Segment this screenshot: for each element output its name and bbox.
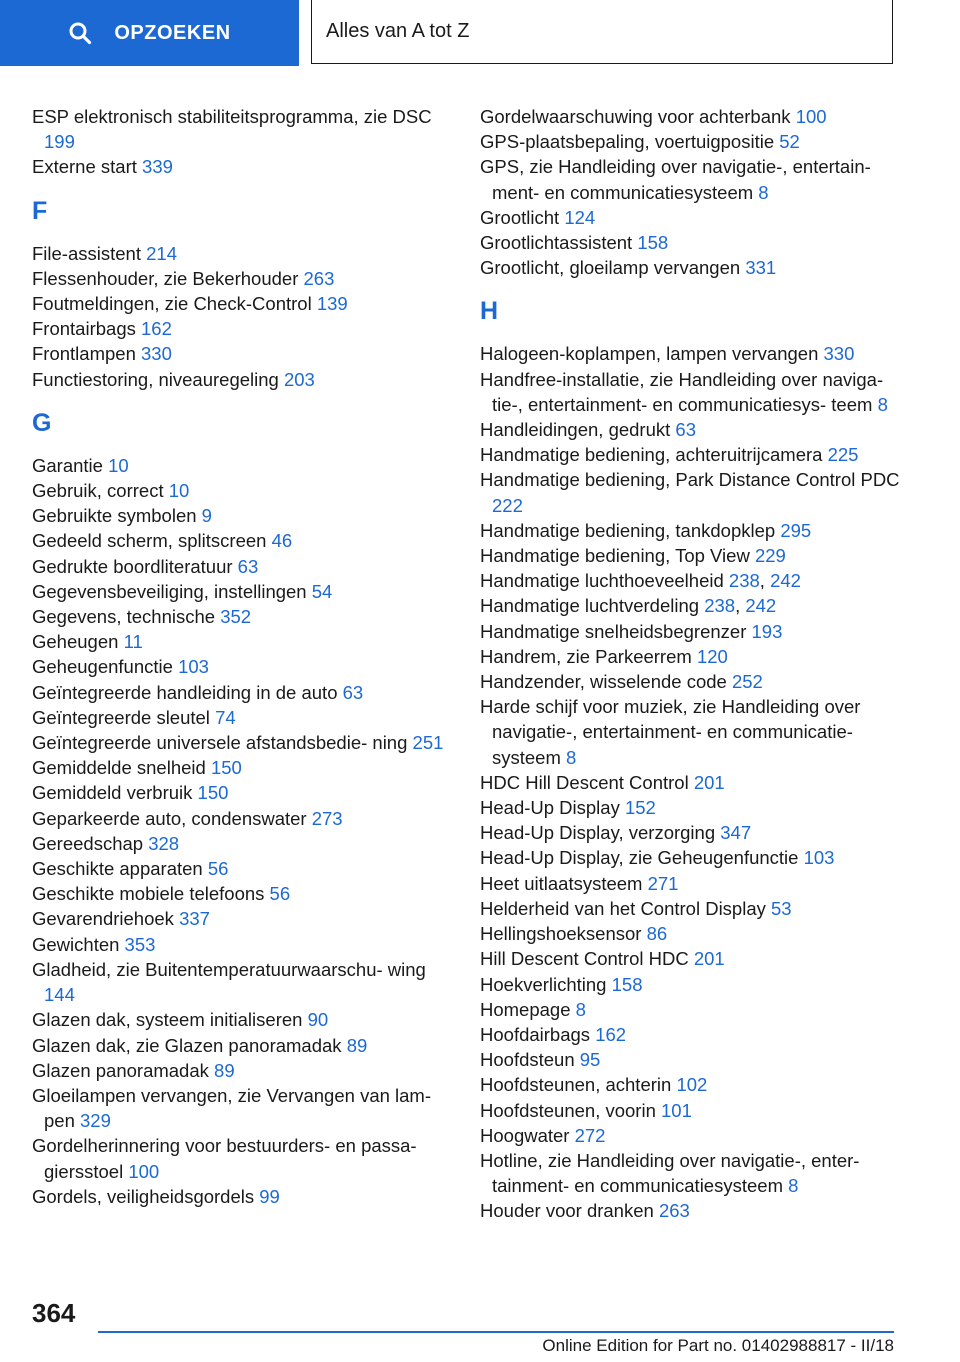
page-reference-link[interactable]: 158 (611, 973, 643, 995)
page-reference-link[interactable]: 101 (661, 1099, 692, 1121)
page-reference-link[interactable]: 229 (754, 545, 786, 567)
index-entry-text: Handmatige snelheidsbegrenzer (480, 620, 747, 642)
index-entry (32, 291, 452, 316)
index-entry (480, 871, 900, 896)
page-reference-link[interactable]: 328 (148, 832, 180, 854)
page-reference-link[interactable]: 86 (646, 923, 668, 945)
index-entry (480, 1072, 900, 1097)
index-entry (32, 755, 452, 780)
page-reference-link[interactable]: 152 (624, 797, 656, 819)
page-reference-link[interactable]: 99 (259, 1185, 280, 1207)
index-entry-text: Gegevensbeveiliging, instellingen (32, 580, 307, 602)
index-entry (480, 896, 900, 921)
index-entry (480, 1123, 900, 1148)
index-entry (32, 856, 452, 881)
index-entry (32, 654, 452, 679)
index-entry-text: Handmatige bediening, Park Distance Control PDC (480, 469, 900, 491)
page-reference-link[interactable]: 90 (307, 1009, 329, 1031)
index-entry-text: Geheugenfunctie (32, 656, 173, 678)
index-entry-text: Homepage (480, 998, 571, 1020)
page-reference-link[interactable]: 9 (201, 505, 212, 527)
page-reference-link[interactable]: 352 (220, 606, 252, 628)
index-entry (480, 946, 900, 971)
index-entry-text: Handmatige luchthoeveelheid (480, 570, 724, 592)
index-entry-text: Helderheid van het Control Display (480, 897, 766, 919)
index-entry-text: Gordelwaarschuwing voor achterbank (480, 106, 791, 127)
index-entry-text: Gemiddeld verbruik (32, 782, 193, 804)
index-entry-text: File-assistent (32, 242, 141, 264)
index-entry (480, 1098, 900, 1123)
index-entry (480, 795, 900, 820)
index-entry (480, 1022, 900, 1047)
index-entry (480, 417, 900, 442)
page-reference-link[interactable]: 238 (728, 570, 760, 592)
index-entry-text: Halogeen-koplampen, lampen vervangen (480, 343, 819, 365)
page-reference-link[interactable]: 201 (693, 948, 725, 970)
page-reference-link[interactable]: 329 (80, 1110, 111, 1132)
index-entry (32, 604, 452, 629)
page-reference-link[interactable]: 295 (780, 519, 812, 541)
index-entry (32, 341, 452, 366)
index-entry-text: Houder voor dranken (480, 1200, 654, 1222)
page-reference-link[interactable]: 203 (283, 368, 315, 390)
index-entry-text: Gegevens, technische (32, 606, 216, 628)
index-entry (480, 921, 900, 946)
index-entry-text: Harde schijf voor muziek, zie Handleiding over navigatie-, entertainment- en communicatie‐ systeem (480, 696, 861, 768)
page-number: 364 (32, 1298, 76, 1328)
page-reference-link[interactable]: 100 (795, 106, 827, 127)
page-reference-link[interactable]: 199 (44, 131, 75, 153)
index-entry (32, 780, 452, 805)
page-reference-link[interactable]: 120 (696, 645, 728, 667)
page-reference-link[interactable]: 162 (141, 318, 172, 340)
page-reference-link[interactable]: 331 (745, 257, 777, 279)
index-entry (480, 129, 900, 154)
index-entry-text: Garantie (32, 454, 103, 476)
index-entry (480, 230, 900, 255)
index-entry (32, 806, 452, 831)
index-entry (480, 104, 900, 129)
edition-info: Online Edition for Part no. 01402988817 - II/18 (542, 1336, 894, 1355)
page-reference-link[interactable]: 10 (168, 480, 190, 502)
index-entry-text: Hoekverlichting (480, 973, 607, 995)
index-entry (480, 205, 900, 230)
index-entry (32, 104, 452, 154)
index-entry-text: Gordelherinnering voor bestuurders- en passa‐ giersstoel (32, 1135, 417, 1182)
footer-divider (98, 1331, 894, 1333)
index-entry-text: Heet uitlaatsysteem (480, 872, 643, 894)
index-entry-text: Handmatige bediening, Top View (480, 545, 750, 567)
index-entry-text: Gereedschap (32, 832, 144, 854)
index-entry-text: Hoofdsteunen, achterin (480, 1074, 672, 1096)
page-reference-link[interactable]: 102 (676, 1074, 708, 1096)
index-entry-text: GPS-plaatsbepaling, voertuigpositie (480, 131, 775, 153)
index-entry-text: Handmatige bediening, tankdopklep (480, 519, 776, 541)
index-entry-text: ESP elektronisch stabiliteitsprogramma, zie DSC (32, 106, 432, 127)
page-reference-link[interactable]: 273 (311, 807, 343, 829)
index-entry-text: Gebruik, correct (32, 480, 164, 502)
index-entry (480, 255, 900, 280)
index-entry (32, 579, 452, 604)
page-reference-link[interactable]: 193 (751, 620, 783, 642)
index-entry (480, 518, 900, 543)
index-entry-text: Grootlicht (480, 206, 560, 228)
index-entry-text: Hotline, zie Handleiding over navigatie-, enter‐ tainment- en communicatiesysteem (480, 1149, 860, 1197)
index-entry-text: Handrem, zie Parkeerrem (480, 645, 692, 667)
index-entry (480, 543, 900, 568)
page-reference-link[interactable]: 95 (579, 1049, 601, 1071)
index-entry-text: Hoofdsteunen, voorin (480, 1099, 656, 1121)
page-reference-link[interactable]: 337 (179, 908, 210, 930)
search-button[interactable] (0, 0, 299, 66)
page-reference-link[interactable]: 100 (128, 1160, 160, 1182)
index-entry-text: Handmatige bediening, achteruitrijcamera (480, 444, 823, 466)
index-entry-text: Handfree-installatie, zie Handleiding over naviga‐ tie-, entertainment- en communicatiesys‐ teem (480, 368, 884, 415)
page-reference-link[interactable]: 54 (311, 580, 333, 602)
page-reference-link[interactable]: 89 (214, 1059, 235, 1081)
index-entry (32, 554, 452, 579)
index-entry (32, 881, 452, 906)
index-entry (32, 1033, 452, 1058)
index-entry-text: Hoogwater (480, 1124, 570, 1146)
index-entry-text: Grootlichtassistent (480, 232, 633, 254)
index-entry (32, 906, 452, 931)
index-entry (32, 957, 452, 1007)
index-entry-text: Head-Up Display, zie Geheugenfunctie (480, 847, 799, 869)
page-reference-link[interactable]: 103 (178, 656, 209, 678)
page-reference-link[interactable]: 251 (412, 732, 444, 754)
index-entry (32, 241, 452, 266)
page-reference-link[interactable]: 238 (704, 595, 736, 617)
page-reference-link[interactable]: 8 (566, 746, 577, 768)
index-entry (480, 619, 900, 644)
index-entry-text: Gevarendriehoek (32, 908, 174, 930)
page-reference-link[interactable]: 347 (720, 822, 752, 844)
section-title-tab (311, 0, 893, 64)
index-entry (480, 1198, 900, 1223)
index-entry (32, 730, 452, 755)
index-entry-text: Hoofdsteun (480, 1049, 575, 1071)
page-reference-link[interactable]: 242 (745, 595, 777, 617)
search-label: OPZOEKEN (114, 21, 231, 44)
page-reference-link[interactable]: 225 (827, 444, 859, 466)
page-reference-link[interactable]: 63 (342, 681, 364, 703)
page-reference-link[interactable]: 8 (877, 393, 888, 415)
page-reference-link[interactable]: 63 (237, 555, 259, 577)
index-entry (480, 341, 900, 366)
index-entry (32, 932, 452, 957)
page-reference-link[interactable]: 46 (271, 530, 293, 552)
index-entry-text: Handleidingen, gedrukt (480, 419, 671, 441)
index-entry (480, 820, 900, 845)
page-reference-link[interactable]: 56 (207, 858, 229, 880)
index-letter-heading: F (32, 196, 48, 225)
index-entry-text: Gebruikte symbolen (32, 505, 197, 527)
page-reference-link[interactable]: 263 (303, 267, 335, 289)
page-reference-link[interactable]: 222 (492, 494, 523, 516)
index-entry (480, 972, 900, 997)
page-reference-link[interactable]: 11 (123, 631, 143, 653)
index-entry (480, 669, 900, 694)
index-entry-text: Gordels, veiligheidsgordels (32, 1185, 255, 1207)
page-reference-link[interactable]: 89 (346, 1034, 368, 1056)
page-reference-link[interactable]: 103 (803, 847, 835, 869)
index-entry-text: Hoofdairbags (480, 1023, 591, 1045)
index-entry (480, 1047, 900, 1072)
page-reference-link[interactable]: 63 (675, 419, 696, 441)
index-entry: Handmatige luchthoeveelheid 238, 242 (480, 570, 801, 592)
page-reference-link[interactable]: 330 (823, 343, 855, 365)
page-reference-link[interactable]: 162 (595, 1023, 627, 1045)
top-bar (0, 0, 960, 66)
index-entry-text: HDC Hill Descent Control (480, 771, 689, 793)
index-entry (32, 453, 452, 478)
index-entry (32, 266, 452, 291)
page-reference-link[interactable]: 201 (693, 771, 725, 793)
index-entry-text: Handmatige luchtverdeling (480, 595, 700, 617)
index-entry: Handmatige luchtverdeling 238, 242 (480, 595, 777, 617)
index-entry-text: Glazen dak, zie Glazen panoramadak (32, 1034, 342, 1056)
page-reference-link[interactable]: 330 (141, 343, 172, 365)
index-column-right (480, 104, 900, 1224)
index-entry (32, 1007, 452, 1032)
index-entry-text: Geschikte apparaten (32, 858, 203, 880)
index-entry (480, 467, 900, 517)
index-entry (480, 845, 900, 870)
index-entry (32, 316, 452, 341)
page-reference-link[interactable]: 158 (637, 232, 669, 254)
page-reference-link[interactable]: 150 (197, 782, 229, 804)
index-entry (480, 367, 900, 417)
page-reference-link[interactable]: 53 (771, 897, 792, 919)
index-entry-text: Head-Up Display, verzorging (480, 822, 716, 844)
index-entry (480, 1148, 900, 1198)
page-reference-link[interactable]: 52 (779, 131, 800, 153)
index-entry-text: Geïntegreerde universele afstandsbedie‐ ning (32, 732, 408, 754)
index-entry-text: Geïntegreerde sleutel (32, 706, 210, 728)
index-entry-text: Gloeilampen vervangen, zie Vervangen van lam‐ pen (32, 1084, 432, 1132)
page-reference-link[interactable]: 242 (770, 570, 801, 592)
index-entry (480, 154, 900, 204)
page-reference-link[interactable]: 353 (124, 933, 156, 955)
page-reference-link[interactable]: 150 (210, 757, 242, 779)
page-reference-link[interactable]: 272 (574, 1124, 606, 1146)
index-entry-text: Geparkeerde auto, condenswater (32, 807, 307, 829)
index-entry-text: Gewichten (32, 933, 120, 955)
index-letter-heading: H (480, 297, 499, 326)
index-entry (32, 367, 452, 392)
index-entry (32, 503, 452, 528)
page-reference-link[interactable]: 8 (758, 181, 769, 203)
index-entry-text: Glazen panoramadak (32, 1059, 209, 1081)
index-entry-text: Hellingshoeksensor (480, 923, 642, 945)
index-entry (32, 1133, 452, 1183)
index-entry-text: Gladheid, zie Buitentemperatuurwaarschu‐ wing (32, 958, 426, 980)
page-reference-link[interactable]: 339 (142, 156, 173, 178)
index-entry-text: Flessenhouder, zie Bekerhouder (32, 267, 299, 289)
page-reference-link[interactable]: 144 (44, 984, 75, 1006)
search-icon (68, 21, 92, 45)
index-entry-text: Gedrukte boordliteratuur (32, 555, 233, 577)
index-entry (32, 705, 452, 730)
index-entry-text: GPS, zie Handleiding over navigatie-, entertain‐ ment- en communicatiesysteem (480, 156, 871, 203)
page-reference-link[interactable]: 56 (269, 883, 291, 905)
page-reference-link[interactable]: 10 (108, 454, 129, 476)
index-entry (32, 629, 452, 654)
index-column-left (32, 104, 452, 1209)
page-reference-link[interactable]: 252 (731, 671, 763, 693)
index-entry-text: Geheugen (32, 631, 119, 653)
page-reference-link[interactable]: 139 (316, 293, 348, 315)
index-letter-heading: G (32, 408, 52, 437)
index-entry-text: Grootlicht, gloeilamp vervangen (480, 257, 741, 279)
index-entry (32, 1083, 452, 1133)
index-entry (32, 1184, 452, 1209)
page-reference-link[interactable]: 214 (146, 242, 177, 264)
index-entry-text: Geïntegreerde handleiding in de auto (32, 681, 338, 703)
index-entry-text: Foutmeldingen, zie Check-Control (32, 293, 312, 315)
index-entry (480, 694, 900, 770)
index-entry-text: Geschikte mobiele telefoons (32, 883, 265, 905)
page-reference-link[interactable]: 8 (788, 1175, 799, 1197)
page-reference-link[interactable]: 263 (658, 1200, 690, 1222)
index-entry-text: Head-Up Display (480, 797, 620, 819)
page-reference-link[interactable]: 74 (215, 706, 236, 728)
index-entry-text: Gedeeld scherm, splitscreen (32, 530, 267, 552)
index-entry-text: Frontlampen (32, 343, 136, 365)
index-entry (480, 644, 900, 669)
index-entry (480, 442, 900, 467)
index-entry (480, 997, 900, 1022)
index-entry (32, 831, 452, 856)
index-entry (480, 770, 900, 795)
index-entry-text: Gemiddelde snelheid (32, 757, 206, 779)
index-entry (32, 154, 452, 179)
page-reference-link[interactable]: 124 (564, 206, 596, 228)
index-entry-text: Hill Descent Control HDC (480, 948, 689, 970)
index-entry-text: Handzender, wisselende code (480, 671, 727, 693)
page-reference-link[interactable]: 8 (575, 998, 586, 1020)
page-reference-link[interactable]: 271 (647, 872, 679, 894)
index-entry (32, 478, 452, 503)
index-entry (32, 528, 452, 553)
index-entry (32, 680, 452, 705)
index-entry-text: Functiestoring, niveauregeling (32, 368, 279, 390)
index-entry-text: Glazen dak, systeem initialiseren (32, 1009, 303, 1031)
index-entry (32, 1058, 452, 1083)
index-entry-text: Externe start (32, 156, 137, 178)
index-entry-text: Frontairbags (32, 318, 136, 340)
section-title: Alles van A tot Z (326, 20, 470, 42)
